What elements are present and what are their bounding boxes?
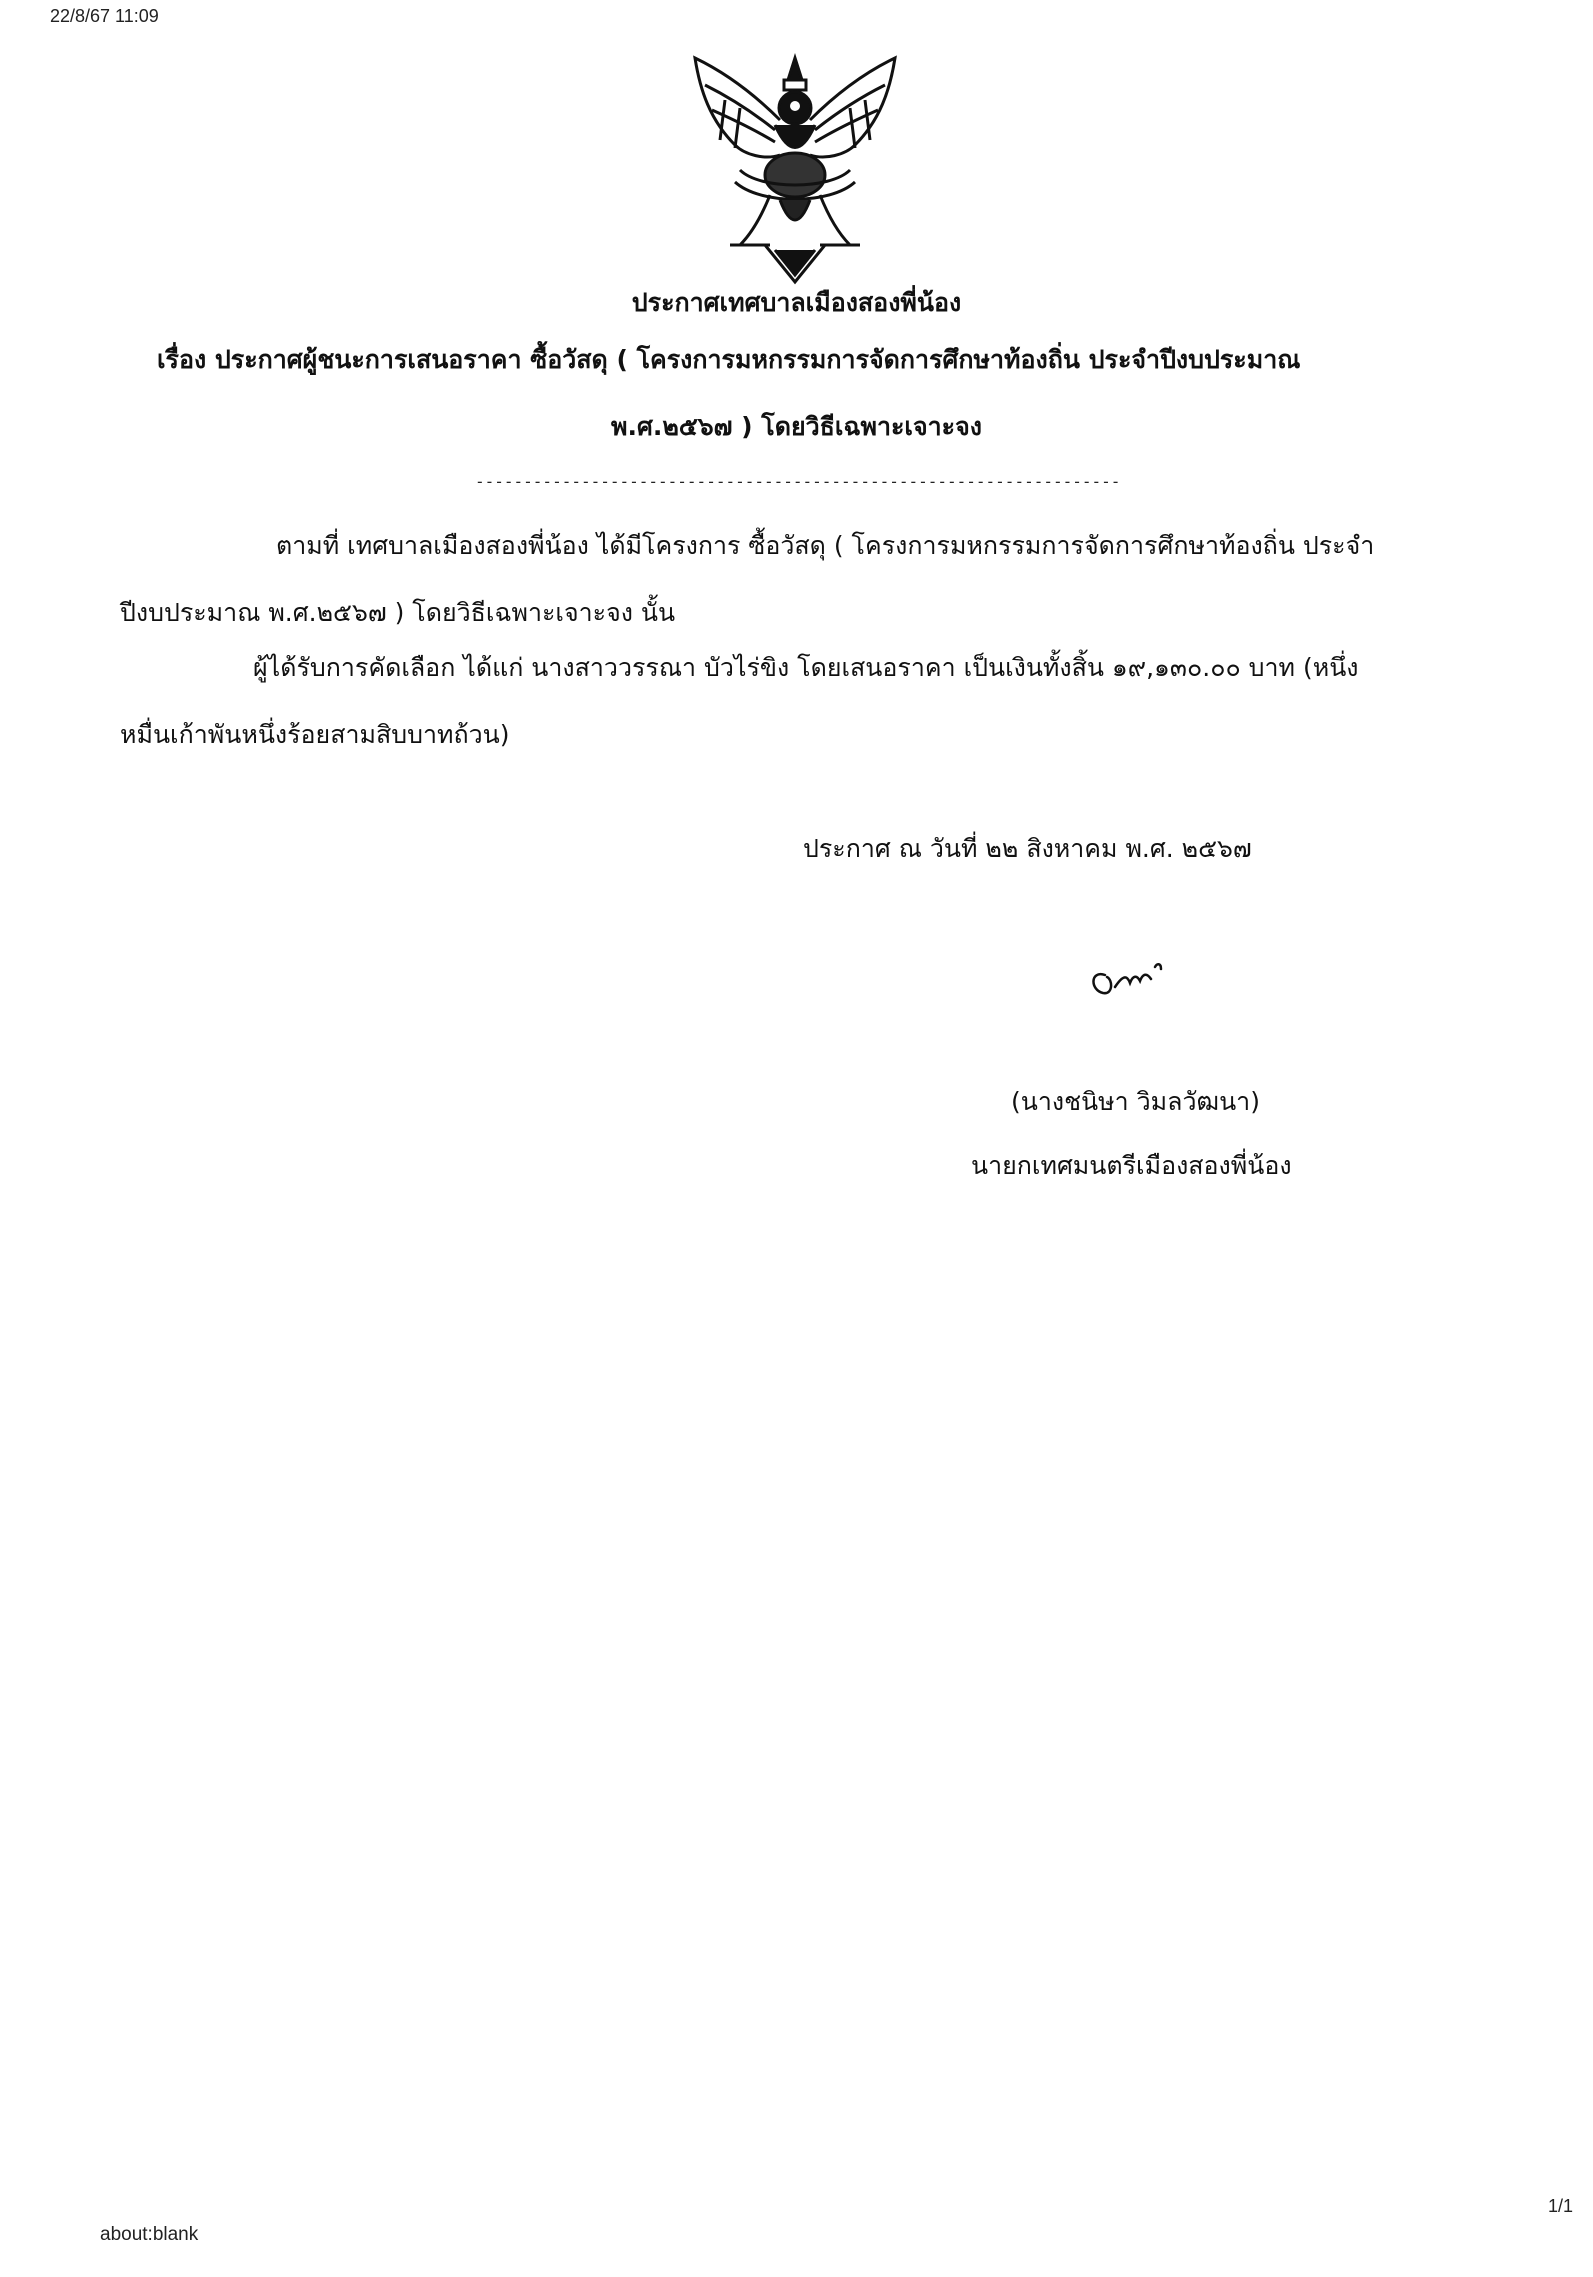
print-timestamp: 22/8/67 11:09	[50, 6, 159, 26]
signer-name: (นางชนิษา วิมลวัฒนา)	[1011, 1087, 1260, 1116]
organization-title: ประกาศเทศบาลเมืองสองพี่น้อง	[631, 288, 962, 317]
print-url: about:blank	[100, 2224, 199, 2245]
paragraph-1-line-1: ตามที่ เทศบาลเมืองสองพี่น้อง ได้มีโครงการ ซื้อวัสดุ ( โครงการมหกรรมการจัดการศึกษาท้องถิ่น ประจำ	[276, 531, 1375, 560]
announcement-date: ประกาศ ณ วันที่ ๒๒ สิงหาคม พ.ศ. ๒๕๖๗	[803, 834, 1252, 863]
signer-title: นายกเทศมนตรีเมืองสองพี่น้อง	[971, 1151, 1292, 1180]
subject-line-1: เรื่อง ประกาศผู้ชนะการเสนอราคา ซื้อวัสดุ ( โครงการมหกรรมการจัดการศึกษาท้องถิ่น ประจำปีงบประมาณ	[157, 345, 1301, 374]
page-number: 1/1	[1548, 2196, 1574, 2216]
divider-line: -------------------------------------------------------------------	[475, 472, 1121, 491]
paragraph-2-line-1: ผู้ได้รับการคัดเลือก ได้แก่ นางสาววรรณา บัวไร่ขิง โดยเสนอราคา เป็นเงินทั้งสิ้น ๑๙,๑๓๐.๐๐ บาท (หนึ่ง	[253, 653, 1359, 682]
paragraph-1-line-2: ปีงบประมาณ พ.ศ.๒๕๖๗ ) โดยวิธีเฉพาะเจาะจง นั้น	[120, 598, 676, 627]
garuda-emblem-icon	[680, 50, 910, 285]
signature-icon	[1085, 945, 1205, 1005]
subject-line-2: พ.ศ.๒๕๖๗ ) โดยวิธีเฉพาะเจาะจง	[611, 412, 982, 441]
paragraph-2-line-2: หมื่นเก้าพันหนึ่งร้อยสามสิบบาทถ้วน)	[120, 720, 510, 749]
